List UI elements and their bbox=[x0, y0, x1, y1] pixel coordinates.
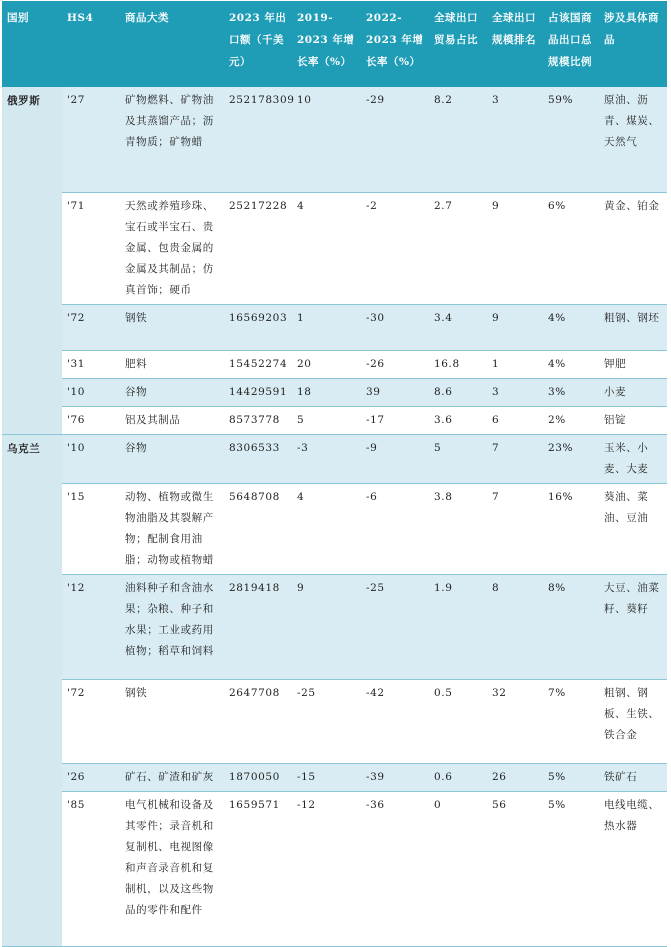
global-rank-cell: 9 bbox=[487, 304, 543, 350]
hs4-cell: '72 bbox=[62, 304, 120, 350]
category-cell: 铝及其制品 bbox=[120, 406, 224, 434]
growth-1y-cell: 39 bbox=[361, 378, 429, 406]
products-cell: 铝锭 bbox=[599, 406, 667, 434]
header-row bbox=[2, 1, 667, 87]
global-share-cell: 0 bbox=[429, 791, 487, 946]
growth-1y-cell: -36 bbox=[361, 791, 429, 946]
country-cell: 俄罗斯 bbox=[2, 87, 62, 434]
export-cell: 1659571 bbox=[224, 791, 292, 946]
table-row bbox=[2, 350, 667, 378]
table-row bbox=[2, 192, 667, 304]
products-cell: 葵油、菜油、豆油 bbox=[599, 483, 667, 574]
global-share-cell: 5 bbox=[429, 434, 487, 483]
header-country: 国别 bbox=[2, 1, 62, 87]
products-cell: 小麦 bbox=[599, 378, 667, 406]
country-pct-cell: 4% bbox=[543, 350, 599, 378]
global-share-cell: 0.6 bbox=[429, 763, 487, 791]
growth-1y-cell: -42 bbox=[361, 679, 429, 763]
products-cell: 电线电缆、热水器 bbox=[599, 791, 667, 946]
hs4-cell: '85 bbox=[62, 791, 120, 946]
country-pct-cell: 16% bbox=[543, 483, 599, 574]
category-cell: 谷物 bbox=[120, 434, 224, 483]
country-pct-cell: 7% bbox=[543, 679, 599, 763]
export-cell: 1870050 bbox=[224, 763, 292, 791]
global-share-cell: 8.6 bbox=[429, 378, 487, 406]
global-rank-cell: 8 bbox=[487, 574, 543, 679]
growth-5y-cell: 4 bbox=[292, 192, 361, 304]
global-rank-cell: 26 bbox=[487, 763, 543, 791]
growth-1y-cell: -26 bbox=[361, 350, 429, 378]
table-row bbox=[2, 304, 667, 350]
growth-5y-cell: -15 bbox=[292, 763, 361, 791]
category-cell: 钢铁 bbox=[120, 304, 224, 350]
header-category: 商品大类 bbox=[120, 1, 224, 87]
growth-5y-cell: 4 bbox=[292, 483, 361, 574]
table-body bbox=[2, 87, 667, 946]
header-export-2023: 2023 年出口额（千美元） bbox=[224, 1, 292, 87]
category-cell: 矿石、矿渣和矿灰 bbox=[120, 763, 224, 791]
category-cell: 动物、植物或微生物油脂及其裂解产物；配制食用油脂；动物或植物蜡 bbox=[120, 483, 224, 574]
category-cell: 谷物 bbox=[120, 378, 224, 406]
products-cell: 铁矿石 bbox=[599, 763, 667, 791]
table-row bbox=[2, 434, 667, 483]
products-cell: 原油、沥青、煤炭、天然气 bbox=[599, 87, 667, 192]
global-share-cell: 0.5 bbox=[429, 679, 487, 763]
hs4-cell: '10 bbox=[62, 378, 120, 406]
global-share-cell: 3.6 bbox=[429, 406, 487, 434]
growth-1y-cell: -9 bbox=[361, 434, 429, 483]
category-cell: 电气机械和设备及其零件；录音机和复制机、电视图像和声音录音机和复制机，以及这些物品的零件和配件 bbox=[120, 791, 224, 946]
growth-5y-cell: -3 bbox=[292, 434, 361, 483]
export-cell: 252178309 bbox=[224, 87, 292, 192]
export-cell: 2647708 bbox=[224, 679, 292, 763]
export-cell: 8306533 bbox=[224, 434, 292, 483]
hs4-cell: '26 bbox=[62, 763, 120, 791]
country-pct-cell: 23% bbox=[543, 434, 599, 483]
export-table bbox=[2, 1, 667, 947]
global-rank-cell: 6 bbox=[487, 406, 543, 434]
country-pct-cell: 6% bbox=[543, 192, 599, 304]
country-pct-cell: 5% bbox=[543, 791, 599, 946]
category-cell: 油料种子和含油水果；杂粮、种子和水果；工业或药用植物；稻草和饲料 bbox=[120, 574, 224, 679]
trade-table-container bbox=[2, 1, 667, 947]
export-cell: 5648708 bbox=[224, 483, 292, 574]
table-row bbox=[2, 574, 667, 679]
table-row bbox=[2, 791, 667, 946]
global-rank-cell: 56 bbox=[487, 791, 543, 946]
country-pct-cell: 59% bbox=[543, 87, 599, 192]
growth-5y-cell: 18 bbox=[292, 378, 361, 406]
table-row bbox=[2, 483, 667, 574]
global-rank-cell: 3 bbox=[487, 87, 543, 192]
export-cell: 8573778 bbox=[224, 406, 292, 434]
growth-5y-cell: -25 bbox=[292, 679, 361, 763]
products-cell: 玉米、小麦、大麦 bbox=[599, 434, 667, 483]
global-rank-cell: 1 bbox=[487, 350, 543, 378]
growth-5y-cell: -12 bbox=[292, 791, 361, 946]
global-rank-cell: 7 bbox=[487, 483, 543, 574]
growth-1y-cell: -29 bbox=[361, 87, 429, 192]
category-cell: 矿物燃料、矿物油及其蒸馏产品；沥青物质；矿物蜡 bbox=[120, 87, 224, 192]
table-row bbox=[2, 406, 667, 434]
table-row bbox=[2, 679, 667, 763]
table-row bbox=[2, 763, 667, 791]
country-pct-cell: 2% bbox=[543, 406, 599, 434]
country-pct-cell: 5% bbox=[543, 763, 599, 791]
hs4-cell: '12 bbox=[62, 574, 120, 679]
products-cell: 钾肥 bbox=[599, 350, 667, 378]
growth-5y-cell: 9 bbox=[292, 574, 361, 679]
hs4-cell: '10 bbox=[62, 434, 120, 483]
growth-1y-cell: -39 bbox=[361, 763, 429, 791]
export-cell: 14429591 bbox=[224, 378, 292, 406]
header-global-rank: 全球出口规模排名 bbox=[487, 1, 543, 87]
country-pct-cell: 4% bbox=[543, 304, 599, 350]
growth-5y-cell: 10 bbox=[292, 87, 361, 192]
products-cell: 大豆、油菜籽、葵籽 bbox=[599, 574, 667, 679]
export-cell: 15452274 bbox=[224, 350, 292, 378]
products-cell: 粗钢、钢板、生铁、铁合金 bbox=[599, 679, 667, 763]
header-global-share: 全球出口贸易占比 bbox=[429, 1, 487, 87]
hs4-cell: '15 bbox=[62, 483, 120, 574]
hs4-cell: '72 bbox=[62, 679, 120, 763]
growth-5y-cell: 1 bbox=[292, 304, 361, 350]
table-row bbox=[2, 378, 667, 406]
header-hs4: HS4 bbox=[62, 1, 120, 87]
global-share-cell: 8.2 bbox=[429, 87, 487, 192]
global-share-cell: 3.4 bbox=[429, 304, 487, 350]
category-cell: 钢铁 bbox=[120, 679, 224, 763]
growth-1y-cell: -17 bbox=[361, 406, 429, 434]
category-cell: 天然或养殖珍珠、宝石或半宝石、贵金属、包贵金属的金属及其制品；仿真首饰；硬币 bbox=[120, 192, 224, 304]
hs4-cell: '76 bbox=[62, 406, 120, 434]
global-share-cell: 3.8 bbox=[429, 483, 487, 574]
country-pct-cell: 8% bbox=[543, 574, 599, 679]
growth-1y-cell: -2 bbox=[361, 192, 429, 304]
export-cell: 25217228 bbox=[224, 192, 292, 304]
global-share-cell: 1.9 bbox=[429, 574, 487, 679]
header-growth-2019-2023: 2019-2023 年增长率（%） bbox=[292, 1, 361, 87]
country-cell: 乌克兰 bbox=[2, 434, 62, 946]
products-cell: 粗钢、钢坯 bbox=[599, 304, 667, 350]
global-share-cell: 2.7 bbox=[429, 192, 487, 304]
header-products: 涉及具体商品 bbox=[599, 1, 667, 87]
global-rank-cell: 9 bbox=[487, 192, 543, 304]
growth-5y-cell: 20 bbox=[292, 350, 361, 378]
header-growth-2022-2023: 2022-2023 年增长率（%） bbox=[361, 1, 429, 87]
global-rank-cell: 7 bbox=[487, 434, 543, 483]
export-cell: 2819418 bbox=[224, 574, 292, 679]
header-country-pct: 占该国商品出口总规模比例 bbox=[543, 1, 599, 87]
growth-5y-cell: 5 bbox=[292, 406, 361, 434]
hs4-cell: '27 bbox=[62, 87, 120, 192]
growth-1y-cell: -30 bbox=[361, 304, 429, 350]
hs4-cell: '31 bbox=[62, 350, 120, 378]
category-cell: 肥料 bbox=[120, 350, 224, 378]
products-cell: 黄金、铂金 bbox=[599, 192, 667, 304]
hs4-cell: '71 bbox=[62, 192, 120, 304]
growth-1y-cell: -6 bbox=[361, 483, 429, 574]
growth-1y-cell: -25 bbox=[361, 574, 429, 679]
table-row bbox=[2, 87, 667, 192]
global-rank-cell: 3 bbox=[487, 378, 543, 406]
global-rank-cell: 32 bbox=[487, 679, 543, 763]
country-pct-cell: 3% bbox=[543, 378, 599, 406]
global-share-cell: 16.8 bbox=[429, 350, 487, 378]
export-cell: 16569203 bbox=[224, 304, 292, 350]
